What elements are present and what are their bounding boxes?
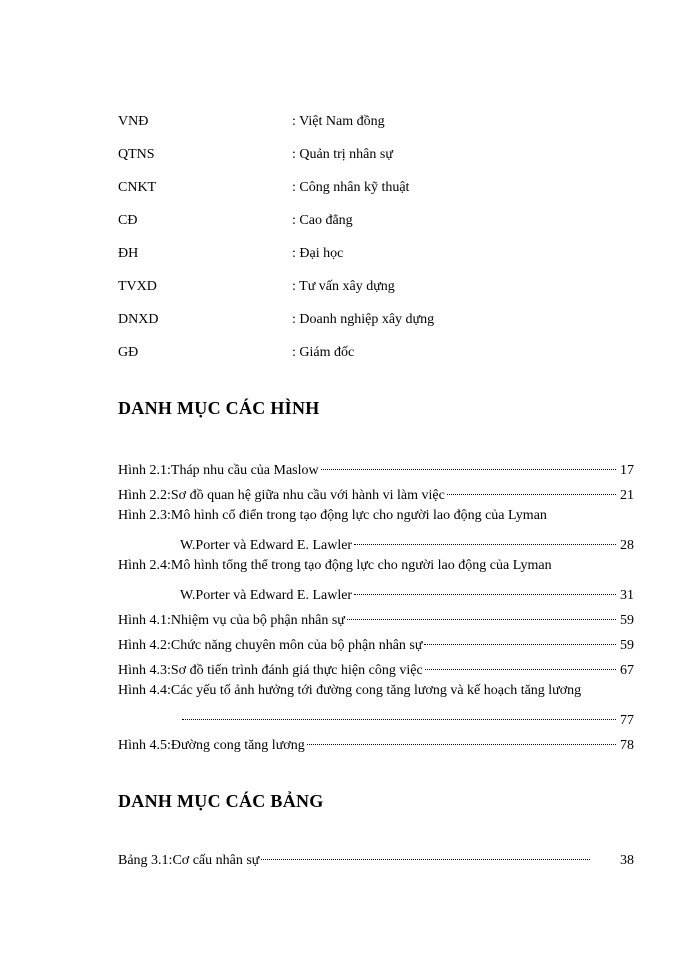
figure-entry[interactable]	[118, 505, 634, 555]
figure-label: Hình 4.5:	[118, 738, 171, 753]
figure-entry[interactable]	[118, 655, 634, 680]
figure-label: Hình 2.1:	[118, 463, 171, 478]
figure-page: 21	[620, 488, 634, 503]
figure-label: Hình 4.4:	[118, 683, 171, 698]
figure-label: Hình 2.3:	[118, 508, 171, 523]
abbreviation-value: : Doanh nghiệp xây dựng	[292, 312, 435, 327]
figure-label: Hình 2.4:	[118, 558, 171, 573]
abbreviation-row	[118, 211, 618, 244]
figures-heading: DANH MỤC CÁC HÌNH	[118, 398, 320, 418]
figure-title: Nhiệm vụ của bộ phận nhân sự	[170, 613, 345, 628]
figure-title: Chức năng chuyên môn của bộ phận nhân sự	[170, 638, 423, 653]
abbreviation-key: QTNS	[118, 147, 155, 162]
figure-label: Hình 4.3:	[118, 663, 171, 678]
figure-label: Hình 4.1:	[118, 613, 171, 628]
abbreviation-value: : Quản trị nhân sự	[292, 147, 393, 162]
figure-page: 59	[620, 638, 634, 653]
abbreviation-list	[118, 112, 618, 376]
leader-dots	[347, 601, 616, 620]
leader-dots	[354, 576, 616, 595]
abbreviation-row	[118, 277, 618, 310]
abbreviation-row	[118, 112, 618, 145]
figure-page: 28	[620, 538, 634, 553]
figure-page: 78	[620, 738, 634, 753]
figure-page: 31	[620, 588, 634, 603]
table-entry[interactable]	[118, 845, 634, 870]
abbreviation-key: GĐ	[118, 345, 139, 360]
figures-list	[118, 455, 634, 755]
abbreviation-key: TVXD	[118, 279, 157, 294]
table-page: 38	[620, 853, 634, 868]
figure-title: Đường cong tăng lương	[170, 738, 305, 753]
figure-label: Hình 2.2:	[118, 488, 171, 503]
abbreviation-key: DNXD	[118, 312, 159, 327]
abbreviation-key: ĐH	[118, 246, 139, 261]
abbreviation-key: VNĐ	[118, 114, 149, 129]
abbreviation-row	[118, 145, 618, 178]
abbreviation-value: : Công nhân kỹ thuật	[292, 180, 410, 195]
abbreviation-row	[118, 343, 618, 376]
figure-entry[interactable]	[118, 730, 634, 755]
leader-dots	[354, 526, 616, 545]
figure-entry[interactable]	[118, 480, 634, 505]
leader-dots	[425, 651, 616, 670]
leader-dots	[321, 451, 616, 470]
abbreviation-value: : Việt Nam đồng	[292, 114, 385, 129]
figure-title: Các yếu tố ảnh hưởng tới đường cong tăng lương và kế hoạch tăng lương	[170, 683, 582, 698]
figure-title-continued: W.Porter và Edward E. Lawler	[180, 588, 353, 603]
figure-page: 67	[620, 663, 634, 678]
leader-dots	[182, 701, 616, 720]
leader-dots	[307, 726, 616, 745]
abbreviation-key: CNKT	[118, 180, 157, 195]
figure-title-continued: W.Porter và Edward E. Lawler	[180, 538, 353, 553]
figure-title: Mô hình tổng thể trong tạo động lực cho người lao động của Lyman	[170, 558, 552, 573]
leader-dots	[447, 476, 616, 495]
abbreviation-row	[118, 178, 618, 211]
table-title: Cơ cấu nhân sự	[172, 853, 260, 868]
abbreviation-row	[118, 310, 618, 343]
tables-list	[118, 845, 634, 870]
figure-page: 59	[620, 613, 634, 628]
table-label: Bảng 3.1:	[118, 853, 173, 868]
abbreviation-value: : Cao đẳng	[292, 213, 353, 228]
leader-dots	[261, 841, 590, 860]
figure-title: Sơ đồ quan hệ giữa nhu cầu với hành vi làm việc	[170, 488, 445, 503]
figure-title: Mô hình cổ điển trong tạo động lực cho người lao động của Lyman	[170, 508, 547, 523]
figure-entry[interactable]	[118, 680, 634, 730]
tables-heading: DANH MỤC CÁC BẢNG	[118, 791, 324, 811]
leader-dots	[424, 626, 616, 645]
figure-title: Tháp nhu cầu của Maslow	[170, 463, 319, 478]
figure-page: 17	[620, 463, 634, 478]
figure-page: 77	[620, 713, 634, 728]
abbreviation-value: : Giám đốc	[292, 345, 355, 360]
abbreviation-value: : Tư vấn xây dựng	[292, 279, 395, 294]
figure-entry[interactable]	[118, 555, 634, 605]
figure-label: Hình 4.2:	[118, 638, 171, 653]
abbreviation-row	[118, 244, 618, 277]
abbreviation-value: : Đại học	[292, 246, 344, 261]
figure-title: Sơ đồ tiến trình đánh giá thực hiện công việc	[170, 663, 423, 678]
abbreviation-key: CĐ	[118, 213, 138, 228]
